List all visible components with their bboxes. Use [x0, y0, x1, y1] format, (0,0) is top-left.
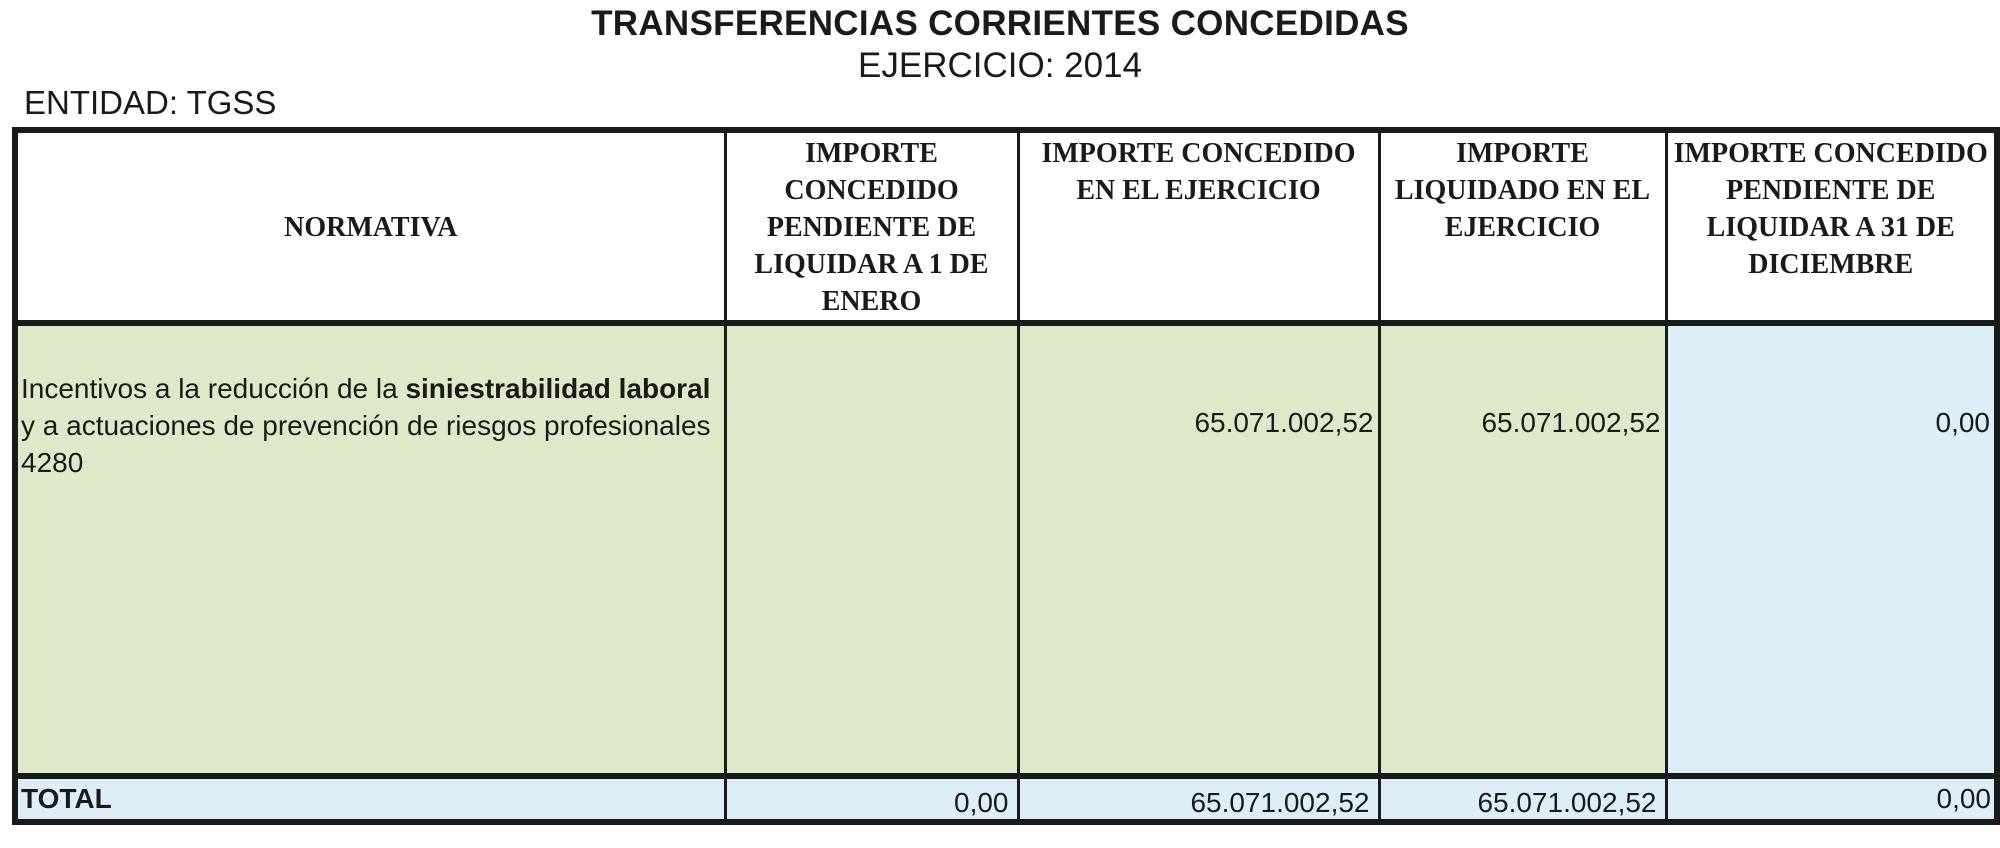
total-row: [15, 776, 1997, 822]
desc-text: Incentivos a la reducción de la: [21, 373, 406, 404]
entity-label: ENTIDAD: TGSS: [24, 84, 277, 121]
row-pending-end: 0,00: [1666, 323, 1997, 776]
col-header-liquidated: IMPORTE LIQUIDADO EN EL EJERCICIO: [1379, 130, 1666, 323]
row-granted: 65.071.002,52: [1018, 323, 1379, 776]
total-granted: 65.071.002,52: [1018, 776, 1379, 822]
row-liquidated: 65.071.002,52: [1379, 323, 1666, 776]
col-header-normativa: NORMATIVA: [15, 130, 725, 323]
total-pending-end: 0,00: [1666, 776, 1997, 822]
page-title: TRANSFERENCIAS CORRIENTES CONCEDIDAS: [591, 4, 1409, 43]
desc-text-end: y a actuaciones de prevención de riesgos profesionales 4280: [21, 410, 711, 478]
col-header-pending-start: IMPORTE CONCEDIDO PENDIENTE DE LIQUIDAR A 1 DE ENERO: [725, 130, 1018, 323]
desc-bold-text: siniestrabilidad laboral: [405, 373, 711, 404]
col-header-granted: IMPORTE CONCEDIDO EN EL EJERCICIO: [1018, 130, 1379, 323]
row-normativa: [15, 323, 725, 776]
fiscal-year: EJERCICIO: 2014: [858, 46, 1142, 85]
row-pending-start: [725, 323, 1018, 776]
total-liquidated: 65.071.002,52: [1379, 776, 1666, 822]
transfers-table: [12, 127, 2000, 825]
col-header-pending-end: IMPORTE CONCEDIDO PENDIENTE DE LIQUIDAR A 31 DE DICIEMBRE: [1666, 130, 1997, 323]
table-row: [15, 323, 1997, 776]
total-label: TOTAL: [15, 776, 725, 822]
total-pending-start: 0,00: [725, 776, 1018, 822]
table-header-row: [15, 130, 1997, 323]
